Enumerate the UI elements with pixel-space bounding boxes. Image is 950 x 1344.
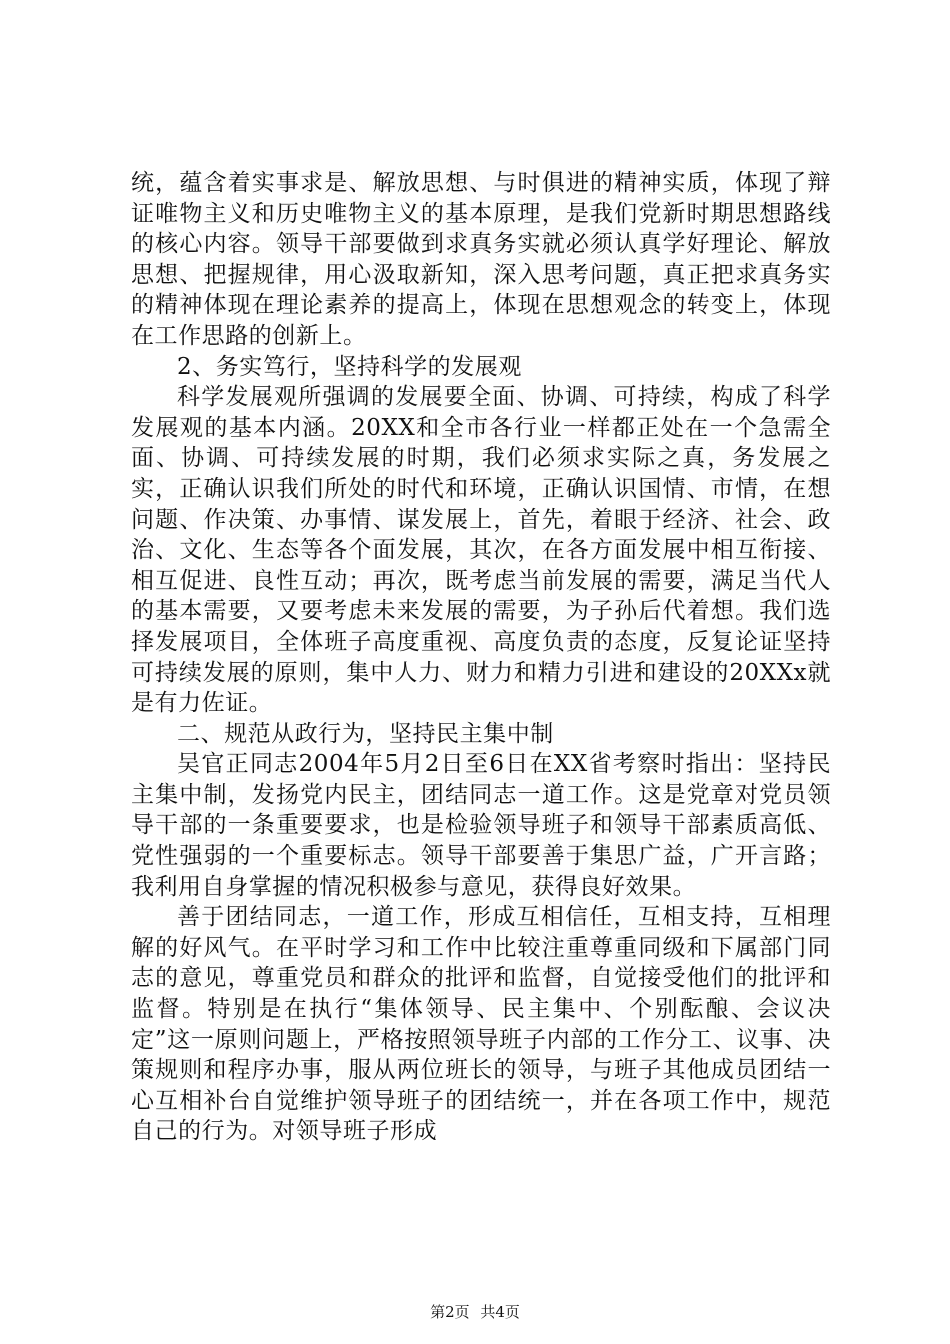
section-heading-2: 2、务实笃行，坚持科学的发展观 <box>177 353 522 380</box>
paragraph-unity: 善于团结同志，一道工作，形成互相信任，互相支持，互相理解的好风气。在平时学习和工作中比较注重尊重同级和下属部门同志的意见，尊重党员和群众的批评和监督，自觉接受他们的批评和监督。特别是在执行“集体领导、民主集中、个别酝酿、会议决定”这一原则问题上，严格按照领导班子内部的工作分工、议事、决策规则和程序办事，服从两位班长的领导，与班子其他成员团结一心互相补台自觉维护领导班子的团结统一，并在各项工作中，规范自己的行为。对领导班子形成 <box>131 904 831 1145</box>
page-number: 第2页 <box>430 1303 470 1321</box>
section-heading-two: 二、规范从政行为，坚持民主集中制 <box>177 720 554 747</box>
page-footer <box>0 1302 950 1322</box>
document-body <box>131 168 831 1147</box>
paragraph-continuation: 统，蕴含着实事求是、解放思想、与时俱进的精神实质，体现了辩证唯物主义和历史唯物主义的基本原理，是我们党新时期思想路线的核心内容。领导干部要做到求真务实就必须认真学好理论、解放思想、把握规律，用心汲取新知，深入思考问题，真正把求真务实的精神体现在理论素养的提高上，体现在思想观念的转变上，体现在工作思路的创新上。 <box>131 170 831 349</box>
paragraph-democratic-centralism: 吴官正同志2004年5月2日至6日在XX省考察时指出：坚持民主集中制，发扬党内民主，团结同志一道工作。这是党章对党员领导干部的一条重要要求，也是检验领导班子和领导干部素质高低、党性强弱的一个重要标志。领导干部要善于集思广益，广开言路；我利用自身掌握的情况积极参与意见，获得良好效果。 <box>131 751 831 900</box>
paragraph-scientific-development: 科学发展观所强调的发展要全面、协调、可持续，构成了科学发展观的基本内涵。20XX和全市各行业一样都正处在一个急需全面、协调、可持续发展的时期，我们必须求实际之真，务发展之实，正确认识我们所处的时代和环境，正确认识国情、市情，在想问题、作决策、办事情、谋发展上，首先，着眼于经济、社会、政治、文化、生态等各个面发展，其次，在各方面发展中相互衔接、相互促进、良性互动；再次，既考虑当前发展的需要，满足当代人的基本需要，又要考虑未来发展的需要，为子孙后代着想。我们选择发展项目，全体班子高度重视、高度负责的态度，反复论证坚持可持续发展的原则，集中人力、财力和精力引进和建设的20XXx就是有力佐证。 <box>131 384 831 717</box>
page-total: 共4页 <box>480 1303 520 1321</box>
